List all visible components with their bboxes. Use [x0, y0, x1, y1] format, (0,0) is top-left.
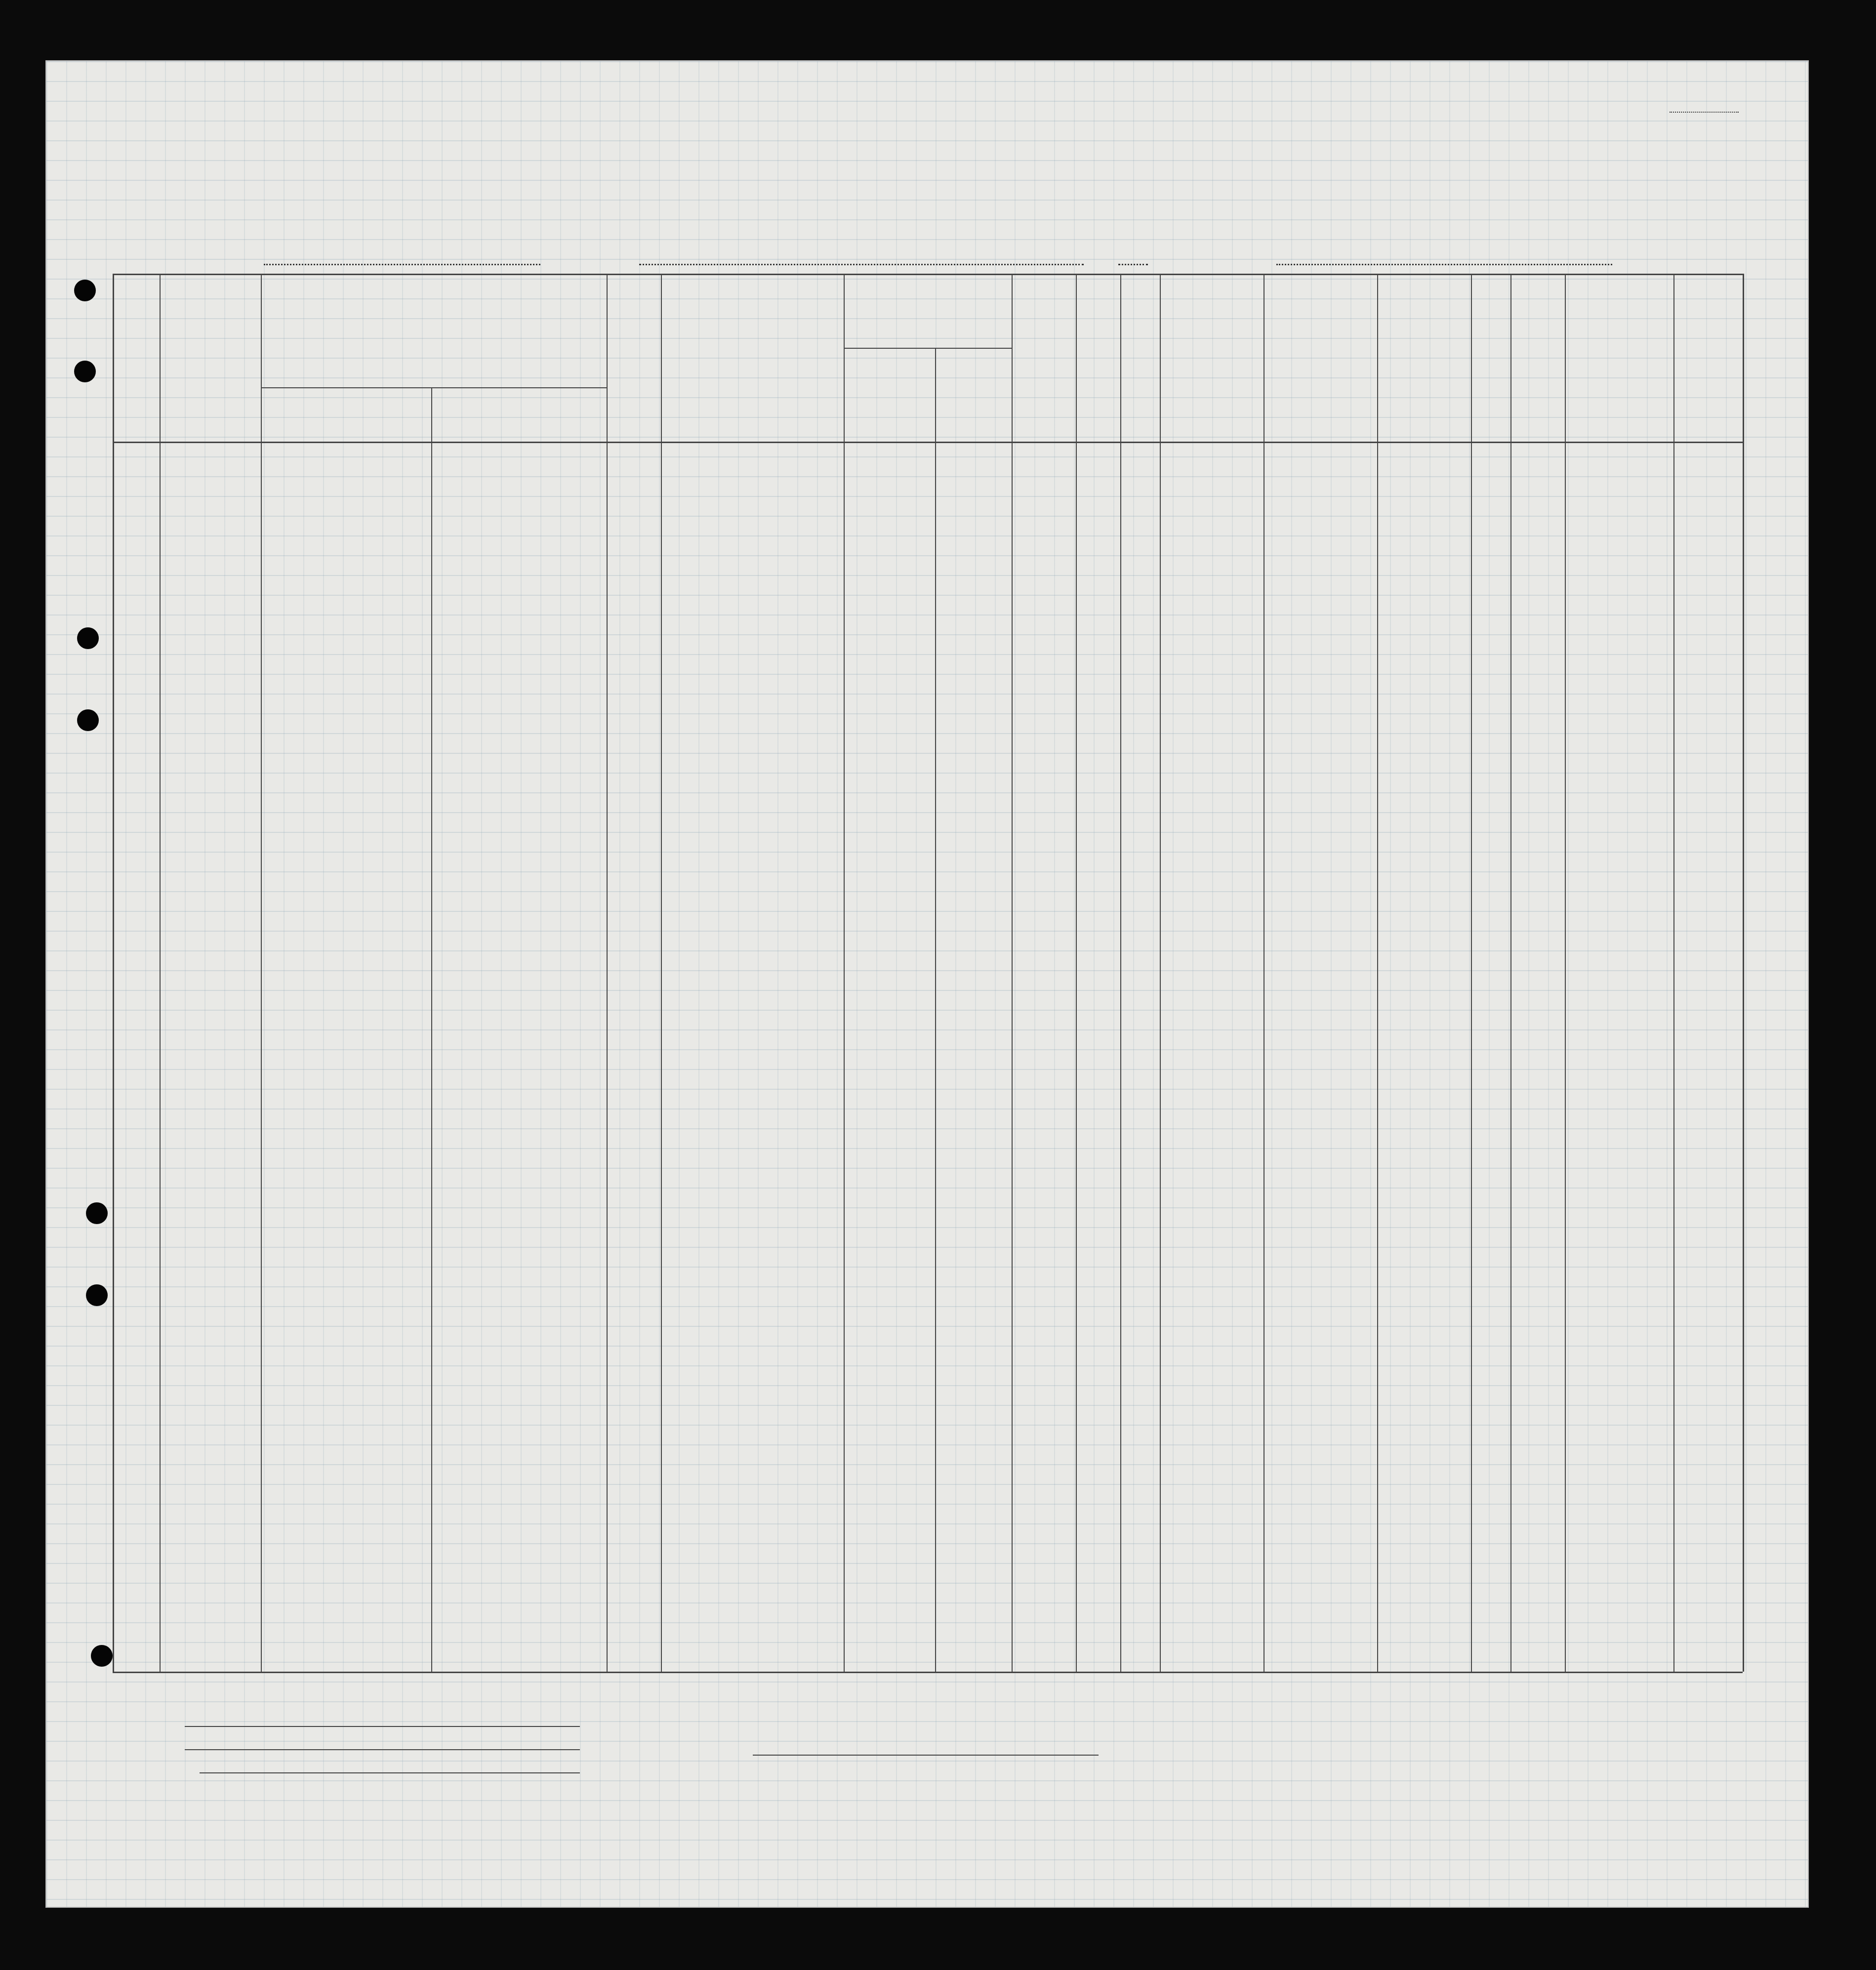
table-column-rule [1160, 274, 1161, 1672]
table-column-rule [844, 274, 845, 1672]
table-column-rule [1076, 274, 1077, 1672]
binder-hole [91, 1645, 113, 1667]
crew-table [113, 274, 1743, 1672]
inspector-signature-line [753, 1755, 1099, 1756]
binder-hole [77, 627, 99, 649]
binder-hole [86, 1202, 108, 1224]
vessel-name-line [264, 264, 540, 265]
table-column-rule [661, 274, 662, 1672]
sheet-number [1667, 103, 1739, 116]
table-column-rule [431, 387, 432, 1672]
vessel-row [214, 229, 1696, 269]
binder-hole [74, 361, 96, 382]
table-column-rule [1510, 274, 1511, 1672]
binder-hole [74, 280, 96, 301]
owners-field-rule [185, 1749, 580, 1750]
name-subheader-rule [261, 387, 607, 388]
table-column-rule [113, 274, 114, 1672]
line-field-rule [185, 1726, 580, 1727]
table-bottom-rule [113, 1672, 1743, 1673]
table-column-rule [1673, 274, 1674, 1672]
table-column-rule [160, 274, 161, 1672]
table-header-rule [113, 442, 1743, 443]
arriving-line [639, 264, 1084, 265]
binder-hole [86, 1284, 108, 1306]
table-column-rule [261, 274, 262, 1672]
binder-hole [77, 709, 99, 731]
table-column-rule [935, 348, 936, 1672]
table-column-rule [1012, 274, 1013, 1672]
agents-field-rule [200, 1772, 580, 1773]
manifest-sheet [45, 60, 1809, 1908]
sheet-number-line [1670, 112, 1739, 113]
manifest-footer [130, 1691, 1711, 1879]
table-column-rule [607, 274, 608, 1672]
table-top-rule [113, 274, 1743, 275]
table-column-rule [1120, 274, 1121, 1672]
table-column-rule [1743, 274, 1744, 1672]
shipped-subheader-rule [844, 348, 1012, 349]
table-column-rule [1471, 274, 1472, 1672]
from-port-line [1276, 264, 1612, 265]
year-line [1118, 264, 1148, 265]
table-column-rule [1377, 274, 1378, 1672]
table-column-rule [1565, 274, 1566, 1672]
